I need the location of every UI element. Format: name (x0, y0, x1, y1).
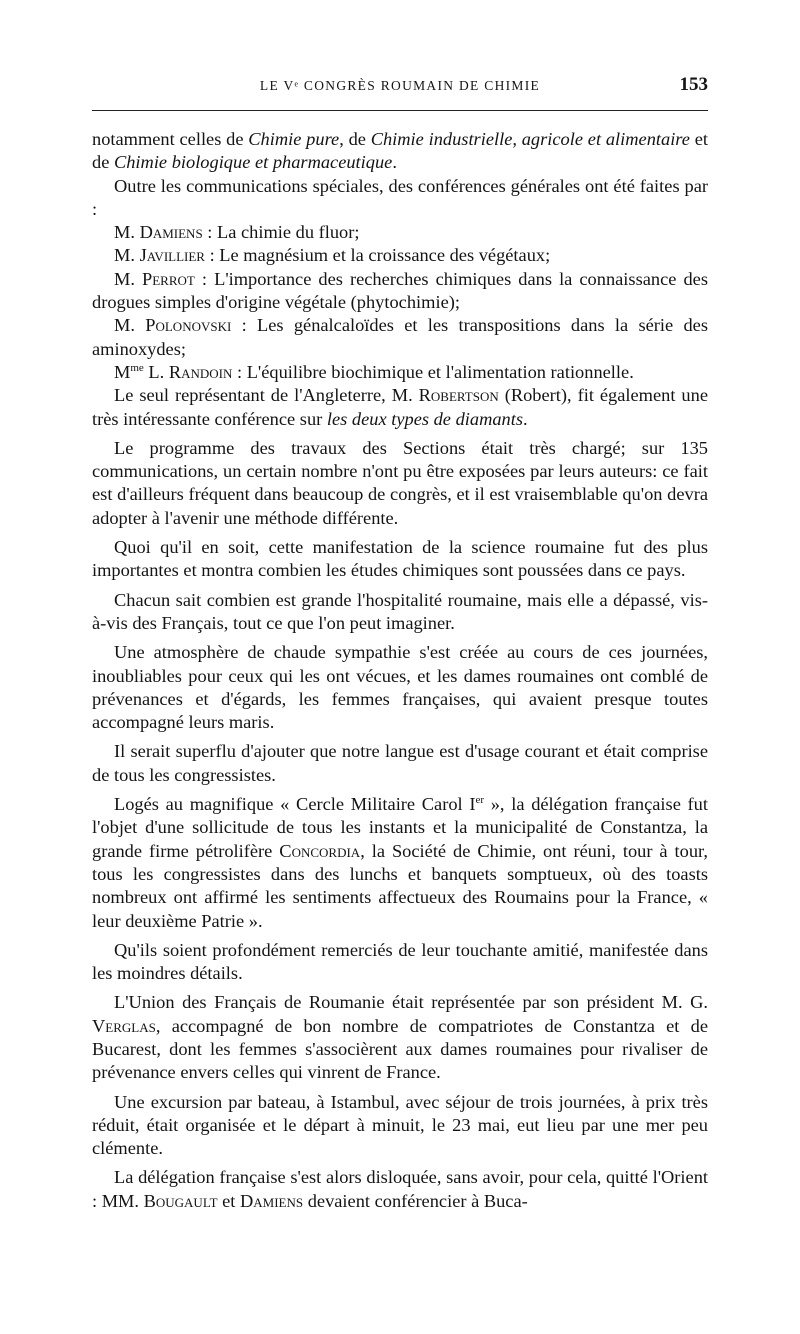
lecture-item (92, 244, 708, 267)
text-run: . (523, 408, 528, 429)
superscript: er (475, 793, 485, 806)
paragraph: Outre les communications spéciales, des conférences générales ont été faites par : (92, 175, 708, 219)
text-run: », la délégation française fut l'objet d'une sollicitude de tous les instants et la municipalité de Constantza, la grande firme pétrolifère (92, 794, 708, 861)
lecture-item (92, 361, 708, 384)
text-run: et (217, 1190, 240, 1211)
text-run: et de (92, 129, 708, 173)
text-run: M. (114, 222, 140, 243)
text-run: M. (114, 315, 146, 336)
person-name: Verglas (92, 1015, 156, 1036)
text-run: , de (339, 129, 371, 149)
running-header (92, 76, 708, 102)
text-run: La délégation française s'est alors disloquée, sans avoir, pour cela, quitté l'Orient : MM. (92, 1167, 708, 1211)
paragraph (92, 1166, 708, 1213)
text-run: , accompagné de bon nombre de compatriotes de Constantza et de Bucarest, dont les femmes s'associèrent aux dames roumaines pour rivaliser de prévenance envers celles qui vinrent de France. (92, 1015, 708, 1083)
text-run: Le seul représentant de l'Angleterre, M. (114, 385, 419, 406)
paragraph (92, 991, 708, 1084)
text-run: : La chimie du fluor; (202, 222, 360, 243)
paragraph: Une atmosphère de chaude sympathie s'est créée au cours de ces journées, inoubliables pour ceux qui les ont vécues, et les dames roumaines ont comblé de prévenances et d'égards, les femmes françaises, qui avaient presque toutes accompagné leurs maris. (92, 642, 708, 733)
italic-run: Chimie industrielle, agricole et alimentaire (370, 129, 690, 149)
text-run: notamment celles de (92, 129, 249, 149)
person-name: Randoin (168, 361, 233, 382)
paragraph (92, 793, 708, 933)
person-name: Damiens (239, 1190, 304, 1211)
paragraph: Chacun sait combien est grande l'hospitalité roumaine, mais elle a dépassé, vis-à-vis des Français, tout ce que l'on peut imaginer. (92, 589, 708, 633)
superscript: me (130, 361, 144, 374)
header-rule (92, 110, 708, 111)
paragraph: Quoi qu'il en soit, cette manifestation de la science roumaine fut des plus importantes et montra combien les études chimiques sont poussées dans ce pays. (92, 537, 708, 581)
text-run: L'Union des Français de Roumanie était représentée par son président M. G. (114, 992, 708, 1013)
text-run: (Robert), fit également une très intéressante conférence sur (92, 385, 708, 429)
text-run: : L'équilibre biochimique et l'alimentation rationnelle. (232, 361, 634, 382)
person-name: Robertson (418, 385, 499, 406)
text-run: Logés au magnifique « Cercle Militaire Carol I (114, 794, 476, 815)
paragraph: Qu'ils soient profondément remerciés de leur touchante amitié, manifestée dans les moindres détails. (92, 939, 708, 984)
lecture-item (92, 268, 708, 315)
person-name: Polonovski (145, 315, 232, 336)
text-run: , la Société de Chimie, ont réuni, tour à tour, tous les congressistes dans des lunchs et banquets somptueux, où des toasts nombreux ont affirmé les sentiments affectueux des Roumains pour la France, « leur deuxième Patrie ». (92, 840, 709, 931)
page-body (92, 128, 708, 1213)
text-run: : Le magnésium et la croissance des végétaux; (204, 245, 551, 266)
person-name: Perrot (142, 268, 195, 289)
page-number: 153 (679, 74, 708, 95)
paragraph (92, 384, 708, 431)
lecture-item (92, 314, 708, 361)
text-run: M. (114, 245, 140, 266)
company-name: Concordia (279, 840, 361, 861)
person-name: Javillier (139, 245, 205, 266)
paragraph (92, 128, 708, 175)
text-run: : L'importance des recherches chimiques dans la connaissance des drogues simples d'origine végétale (phytochimie); (92, 268, 708, 313)
person-name: Bougault (143, 1190, 218, 1211)
lecture-item (92, 221, 708, 244)
text-run: M. (114, 268, 143, 289)
italic-run: Chimie pure (248, 129, 340, 149)
text-run: devaient conférencier à Buca- (303, 1190, 528, 1211)
italic-run: les deux types de diamants (326, 408, 524, 429)
paragraph: Il serait superflu d'ajouter que notre langue est d'usage courant et était comprise de tous les congressistes. (92, 741, 708, 785)
text-run: M (114, 361, 131, 382)
running-title: LE Vᵉ CONGRÈS ROUMAIN DE CHIMIE (259, 78, 541, 93)
person-name: Damiens (139, 222, 203, 243)
paragraph: Le programme des travaux des Sections était très chargé; sur 135 communications, un certain nombre n'ont pu être exposées par leurs auteurs: ce fait est d'ailleurs fréquent dans beaucoup de congrès, et il est vraisemblable qu'on devra adopter à l'avenir une méthode différente. (92, 437, 708, 528)
text-run: . (392, 152, 397, 173)
paragraph: Une excursion par bateau, à Istambul, avec séjour de trois journées, à prix très réduit, était organisée et le départ à minuit, le 23 mai, eut lieu par une mer peu clémente. (92, 1091, 708, 1159)
text-run: : Les génalcaloïdes et les transpositions dans la série des aminoxydes; (92, 315, 708, 359)
italic-run: Chimie biologique et pharmaceutique (113, 152, 393, 173)
text-run: L. (143, 361, 169, 382)
